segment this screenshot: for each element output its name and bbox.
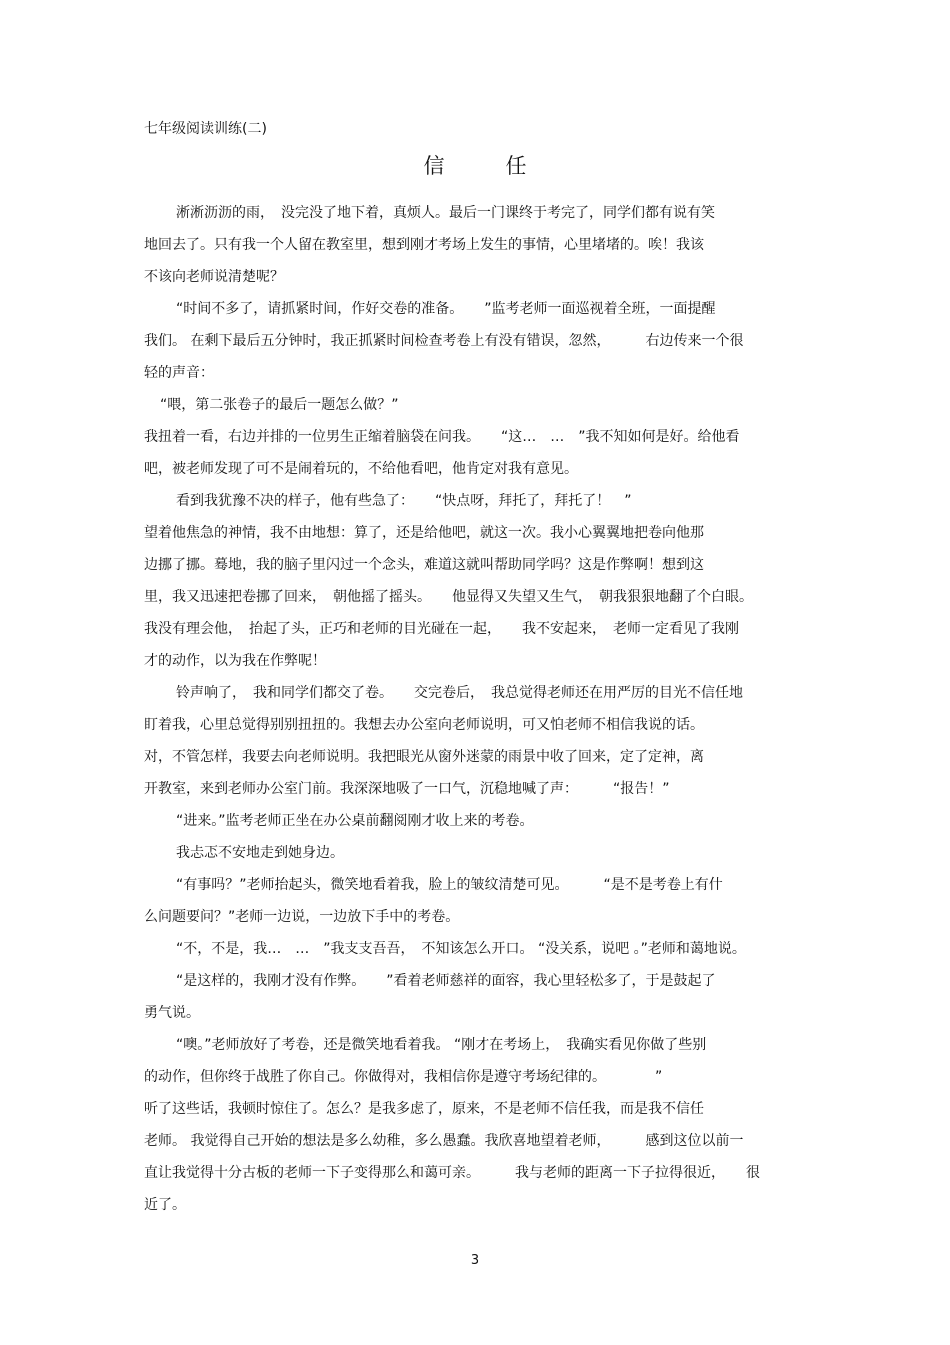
- body-line: “进来。”监考老师正坐在办公桌前翻阅刚才收上来的考卷。: [176, 813, 534, 829]
- body-line: 我忐忑不安地走到她身边。: [176, 845, 344, 861]
- body-line: 不该向老师说清楚呢？: [144, 269, 284, 285]
- body-line: 近了。: [144, 1197, 186, 1213]
- body-line: 铃声响了， 我和同学们都交了卷。 交完卷后， 我总觉得老师还在用严厉的目光不信任地: [176, 685, 743, 701]
- body-line: 吧，被老师发现了可不是闹着玩的，不给他看吧，他肯定对我有意见。: [144, 461, 578, 477]
- worksheet-heading: 七年级阅读训练(二): [144, 121, 267, 137]
- body-line: “是这样的，我刚才没有作弊。 ”看着老师慈祥的面容，我心里轻松多了，于是鼓起了: [176, 973, 716, 989]
- body-line: 的动作，但你终于战胜了你自己。你做得对，我相信你是遵守考场纪律的。 ”: [144, 1069, 663, 1085]
- body-line: 对，不管怎样，我要去向老师说明。我把眼光从窗外迷蒙的雨景中收了回来，定了定神，离: [144, 749, 704, 765]
- body-line: 里，我又迅速把卷挪了回来， 朝他摇了摇头。 他显得又失望又生气， 朝我狠狠地翻了个白眼。: [144, 589, 753, 605]
- body-line: 么问题要问？”老师一边说，一边放下手中的考卷。: [144, 909, 460, 925]
- body-line: 淅淅沥沥的雨， 没完没了地下着，真烦人。最后一门课终于考完了，同学们都有说有笑: [176, 205, 715, 221]
- body-line: 地回去了。只有我一个人留在教室里，想到刚才考场上发生的事情，心里堵堵的。唉！我该: [144, 237, 704, 253]
- article-title: 信 任: [423, 154, 547, 178]
- body-line: 老师。 我觉得自己开始的想法是多么幼稚，多么愚蠢。我欣喜地望着老师， 感到这位以前一: [144, 1133, 744, 1149]
- body-line: 我们。 在剩下最后五分钟时，我正抓紧时间检查考卷上有没有错误，忽然， 右边传来一个很: [144, 333, 744, 349]
- page-number: 3: [470, 1253, 480, 1268]
- body-line: 直让我觉得十分古板的老师一下子变得那么和蔼可亲。 我与老师的距离一下子拉得很近， 很: [144, 1165, 760, 1181]
- body-line: 边挪了挪。蓦地，我的脑子里闪过一个念头，难道这就叫帮助同学吗？这是作弊啊！想到这: [144, 557, 704, 573]
- body-line: 我没有理会他， 抬起了头，正巧和老师的目光碰在一起， 我不安起来， 老师一定看见了我刚: [144, 621, 739, 637]
- body-line: 看到我犹豫不决的样子，他有些急了： “快点呀，拜托了，拜托了！ ”: [176, 493, 632, 509]
- body-line: “噢。”老师放好了考卷，还是微笑地看着我。 “刚才在考场上， 我确实看见你做了些别: [176, 1037, 707, 1053]
- body-line: “喂，第二张卷子的最后一题怎么做？”: [160, 397, 399, 413]
- body-line: 轻的声音：: [144, 365, 214, 381]
- body-line: “有事吗？”老师抬起头，微笑地看着我，脸上的皱纹清楚可见。 “是不是考卷上有什: [176, 877, 723, 893]
- body-line: 才的动作，以为我在作弊呢！: [144, 653, 326, 669]
- body-line: 勇气说。: [144, 1005, 200, 1021]
- body-line: 盯着我，心里总觉得别别扭扭的。我想去办公室向老师说明，可又怕老师不相信我说的话。: [144, 717, 704, 733]
- body-line: “不，不是，我… … ”我支支吾吾， 不知该怎么开口。 “没关系，说吧 。”老师和蔼地说。: [176, 941, 746, 957]
- body-line: 我扭着一看，右边并排的一位男生正缩着脑袋在问我。 “这… … ”我不知如何是好。给他看: [144, 429, 740, 445]
- body-line: 开教室，来到老师办公室门前。我深深地吸了一口气，沉稳地喊了声： “报告！”: [144, 781, 670, 797]
- body-line: 听了这些话，我顿时惊住了。怎么？是我多虑了，原来，不是老师不信任我，而是我不信任: [144, 1101, 704, 1117]
- body-line: 望着他焦急的神情，我不由地想：算了，还是给他吧，就这一次。我小心翼翼地把卷向他那: [144, 525, 704, 541]
- body-line: “时间不多了，请抓紧时间，作好交卷的准备。 ”监考老师一面巡视着全班，一面提醒: [176, 301, 716, 317]
